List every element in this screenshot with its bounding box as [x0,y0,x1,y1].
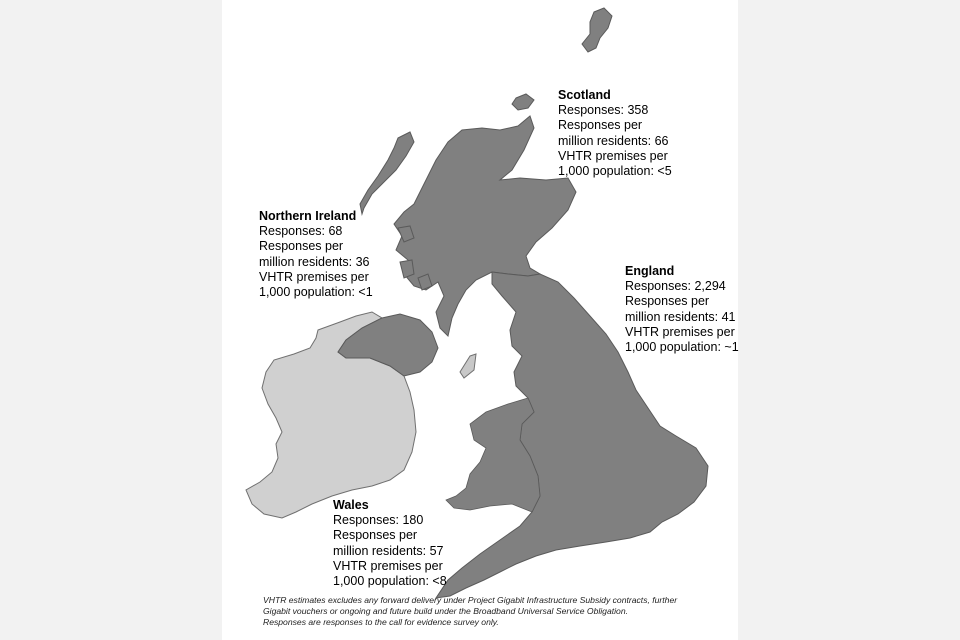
england-vhtr-line2: 1,000 population: ~1 [625,340,739,355]
scotland-label [558,88,672,179]
footnote-line3: Responses are responses to the call for evidence survey only. [263,617,499,627]
northern-ireland-per-million-line1: Responses per [259,239,344,254]
wales-vhtr-line2: 1,000 population: <8 [333,574,447,589]
wales-vhtr-line1: VHTR premises per [333,558,443,573]
wales-responses: Responses: 180 [333,513,424,528]
orkney-landmass [512,94,534,110]
england-label [625,264,739,355]
northern-ireland-name: Northern Ireland [259,209,357,223]
hebrides-landmass [360,132,414,214]
england-responses: Responses: 2,294 [625,279,726,294]
wales-landmass [446,398,540,512]
northern-ireland-label [259,209,373,300]
northern-ireland-vhtr-line2: 1,000 population: <1 [259,285,373,300]
scotland-vhtr-line1: VHTR premises per [558,148,668,163]
footnote-line2: Gigabit vouchers or ongoing and future build under the Broadband Universal Service Obligation. [263,606,628,616]
northern-ireland-vhtr-line1: VHTR premises per [259,269,369,284]
wales-per-million-line2: million residents: 57 [333,543,444,558]
scotland-per-million-line1: Responses per [558,118,643,133]
footnote [263,595,743,628]
footnote-line1: VHTR estimates excludes any forward delivery under Project Gigabit Infrastructure Subsidy contracts, further [263,595,678,605]
isle-of-man-landmass [460,354,476,378]
wales-label [333,498,447,589]
shetland-landmass [582,8,612,52]
england-per-million-line2: million residents: 41 [625,309,736,324]
scotland-name: Scotland [558,88,611,102]
scotland-responses: Responses: 358 [558,103,649,118]
england-vhtr-line1: VHTR premises per [625,324,735,339]
scotland-vhtr-line2: 1,000 population: <5 [558,164,672,179]
england-per-million-line1: Responses per [625,294,710,309]
scotland-per-million-line2: million residents: 66 [558,133,669,148]
wales-name: Wales [333,498,369,512]
england-name: England [625,264,675,278]
northern-ireland-responses: Responses: 68 [259,224,343,239]
wales-per-million-line1: Responses per [333,528,418,543]
northern-ireland-per-million-line2: million residents: 36 [259,254,370,269]
